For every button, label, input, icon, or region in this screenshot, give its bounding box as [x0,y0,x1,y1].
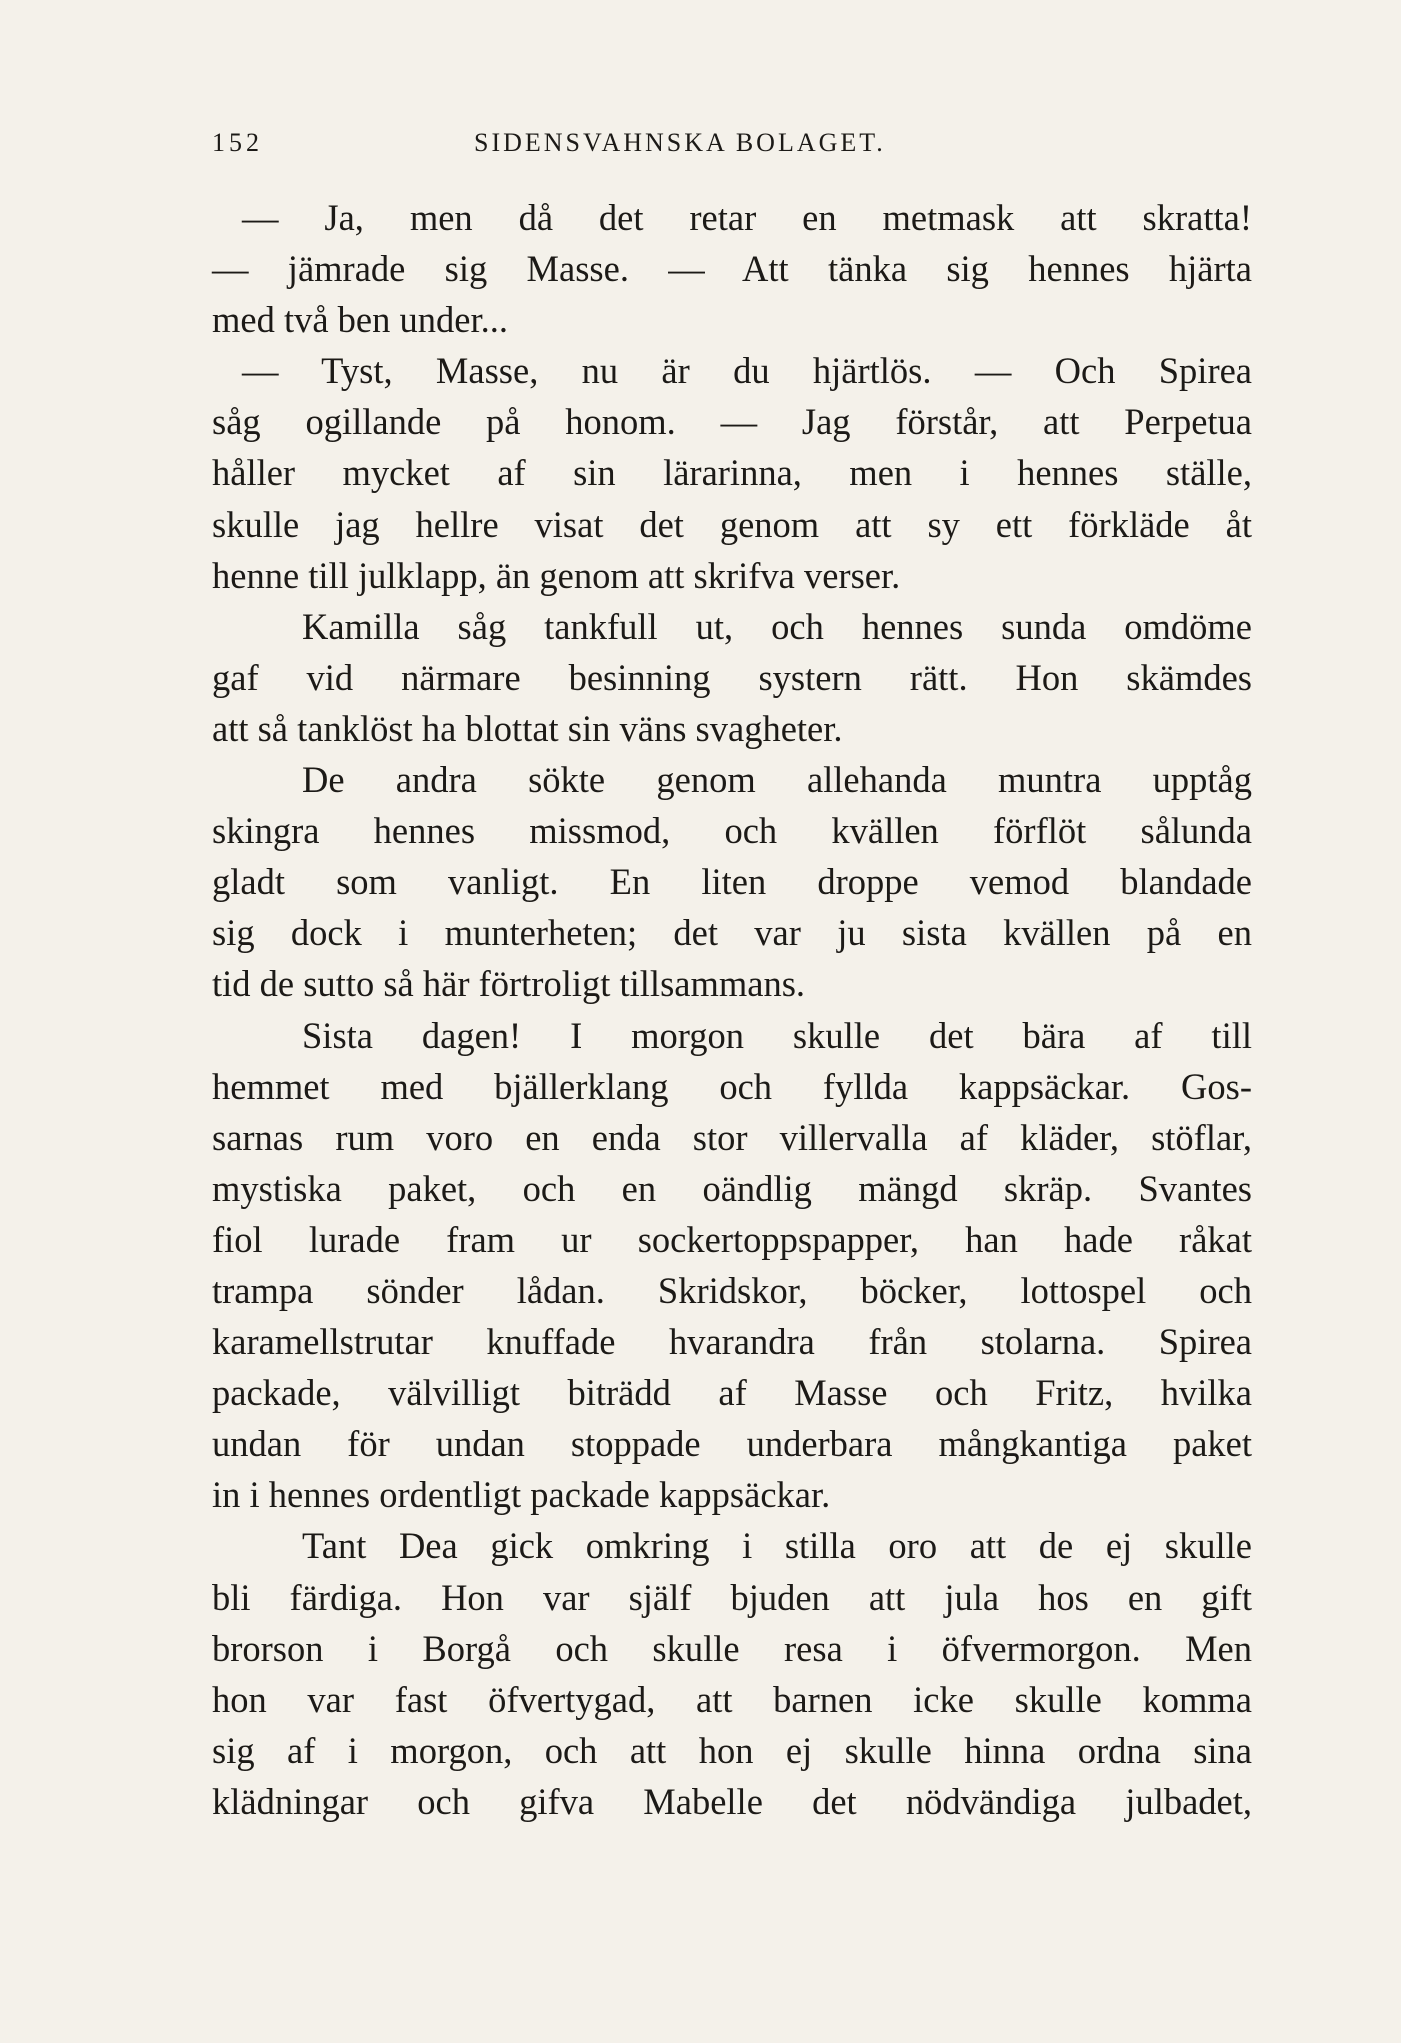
text-line: skulle jag hellre visat det genom att sy ett förkläde åt [212,503,1252,545]
text-line: — Ja, men då det retar en metmask att skratta! [242,197,1252,238]
text-line: gladt som vanligt. En liten droppe vemod blandade [212,861,1252,903]
text-line: packade, välvilligt biträdd af Masse och Fritz, hvilka [212,1372,1252,1414]
text-line: bli färdiga. Hon var själf bjuden att jula hos en gift [212,1576,1252,1618]
text-line: mystiska paket, och en oändlig mängd skräp. Svantes [212,1167,1252,1209]
text-line: — jämrade sig Masse. — Att tänka sig hennes hjärta [212,248,1252,290]
text-line: brorson i Borgå och skulle resa i öfvermorgon. Men [212,1627,1252,1669]
text-line: sarnas rum voro en enda stor villervalla af kläder, stöflar, [212,1116,1252,1158]
text-line: med två ben under... [212,299,508,341]
text-line: tid de sutto så här förtroligt tillsammans. [212,963,806,1005]
text-line: fiol lurade fram ur sockertoppspapper, han hade råkat [212,1218,1252,1260]
text-line: skingra hennes missmod, och kvällen förflöt sålunda [212,810,1252,852]
text-line: gaf vid närmare besinning systern rätt. Hon skämdes [212,656,1252,698]
running-head [212,128,1252,168]
text-line: in i hennes ordentligt packade kappsäckar. [212,1474,831,1516]
page-number: 152 [212,128,263,157]
text-line: undan för undan stoppade underbara mångkantiga paket [212,1423,1252,1465]
running-title: SIDENSVAHNSKA BOLAGET. [474,128,886,157]
text-line: Kamilla såg tankfull ut, och hennes sunda omdöme [302,605,1252,647]
text-line: klädningar och gifva Mabelle det nödvändiga julbadet, [212,1780,1252,1822]
body-text [212,192,1252,1827]
text-line: att så tanklöst ha blottat sin väns svagheter. [212,707,843,749]
text-line: hemmet med bjällerklang och fyllda kappsäckar. Gos- [212,1065,1252,1107]
text-line: sig af i morgon, och att hon ej skulle hinna ordna sina [212,1729,1252,1771]
text-line: sig dock i munterheten; det var ju sista kvällen på en [212,912,1252,954]
text-line: De andra sökte genom allehanda muntra upptåg [302,759,1252,801]
text-line: håller mycket af sin lärarinna, men i hennes ställe, [212,452,1252,494]
text-line: karamellstrutar knuffade hvarandra från stolarna. Spirea [212,1321,1252,1363]
text-line: Tant Dea gick omkring i stilla oro att de ej skulle [302,1525,1252,1567]
text-line: — Tyst, Masse, nu är du hjärtlös. — Och Spirea [242,350,1252,392]
text-line: hon var fast öfvertygad, att barnen icke skulle komma [212,1678,1252,1720]
text-line: Sista dagen! I morgon skulle det bära af till [302,1014,1252,1056]
text-line: trampa sönder lådan. Skridskor, böcker, lottospel och [212,1269,1252,1311]
text-line: såg ogillande på honom. — Jag förstår, att Perpetua [212,401,1252,443]
text-line: henne till julklapp, än genom att skrifva verser. [212,554,901,596]
